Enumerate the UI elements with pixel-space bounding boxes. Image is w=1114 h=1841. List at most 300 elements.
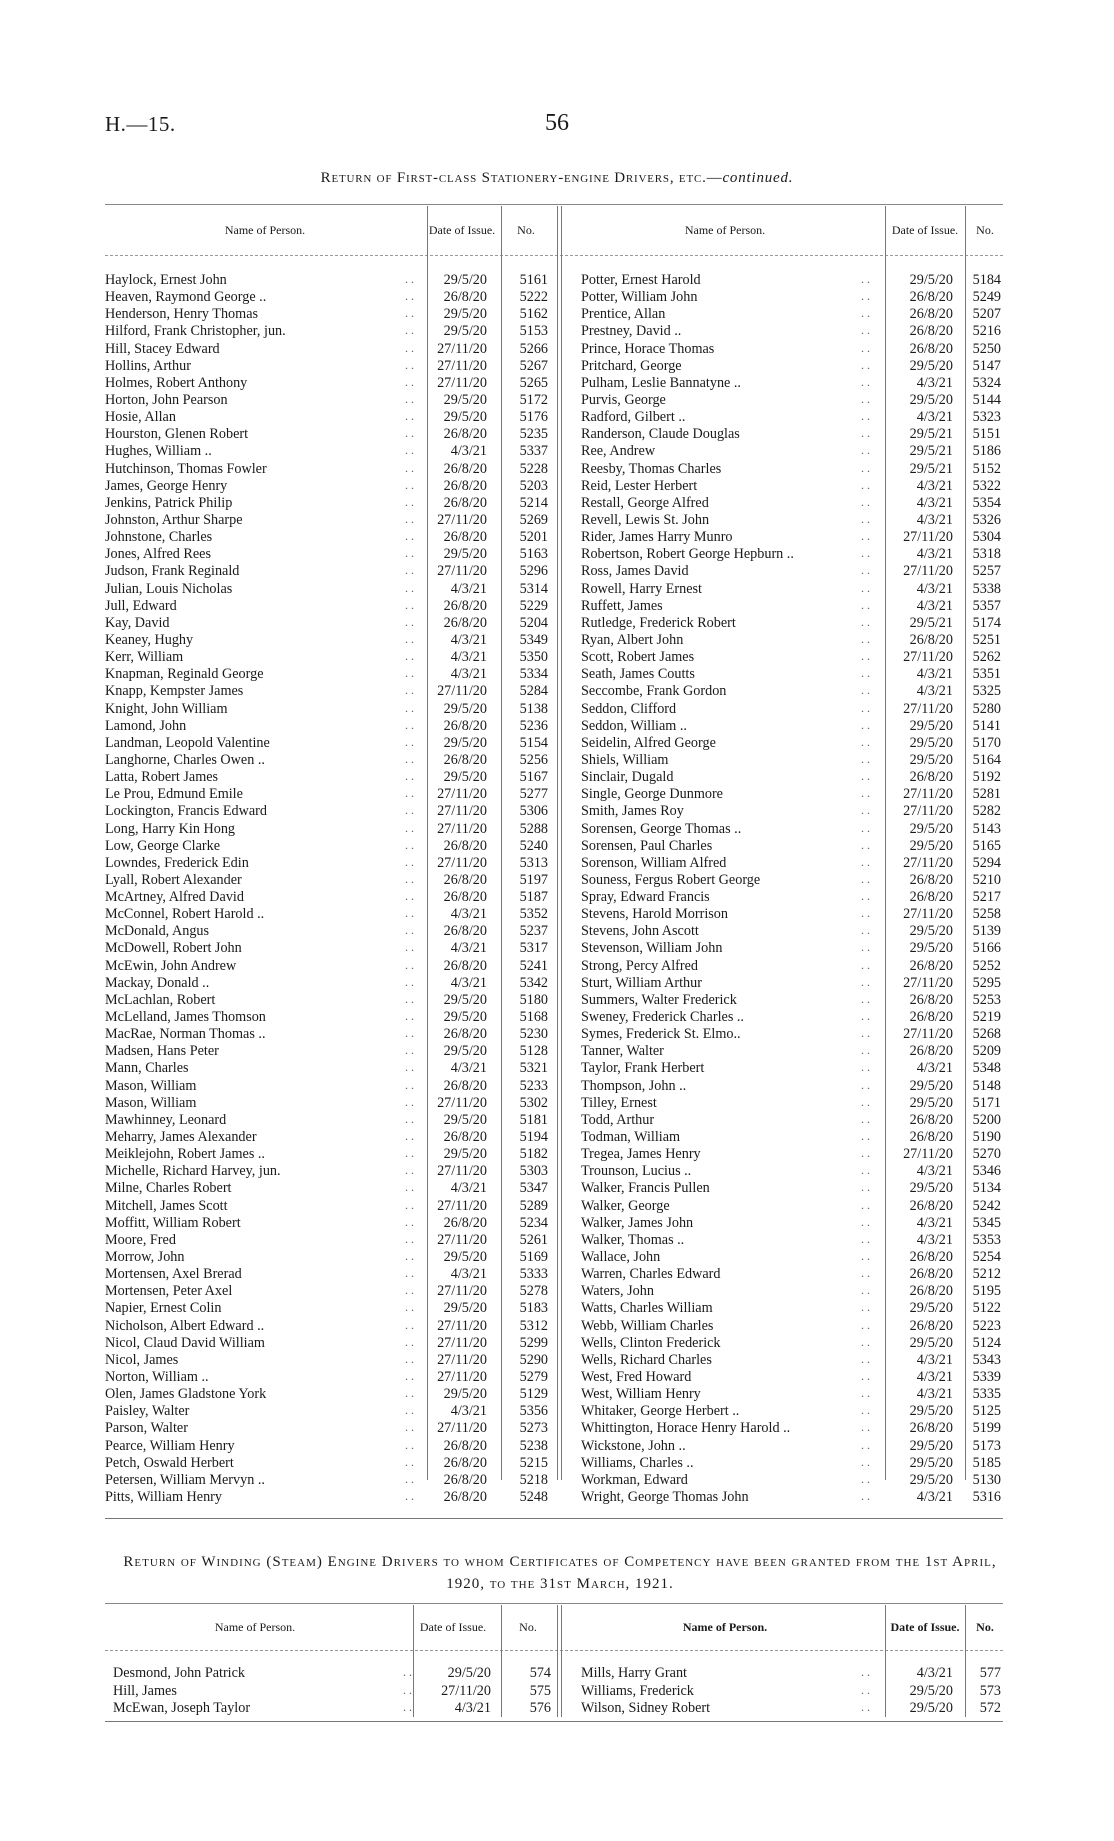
leader-dots: . .: [405, 563, 414, 578]
person-name: Hosie, Allan: [105, 409, 176, 426]
leader-dots: . .: [405, 1249, 414, 1264]
table-row: [105, 632, 557, 649]
table-row: [581, 341, 1003, 358]
certificate-number: 5304: [972, 529, 1001, 546]
table-row: [581, 1249, 1003, 1266]
person-name: Sweney, Frederick Charles ..: [581, 1009, 744, 1026]
table-row: [581, 1438, 1003, 1455]
issue-date: 29/5/20: [909, 1471, 953, 1488]
leader-dots: . .: [405, 1146, 414, 1161]
issue-date: 26/8/20: [909, 1266, 953, 1283]
leader-dots: . .: [861, 991, 870, 1006]
table-row: [581, 923, 1003, 940]
certificate-number: 5265: [519, 374, 548, 391]
issue-date: 26/8/20: [909, 871, 953, 888]
leader-dots: . .: [405, 1488, 414, 1503]
leader-dots: . .: [405, 991, 414, 1006]
issue-date: 4/3/21: [916, 409, 953, 426]
table-row: [105, 1009, 557, 1026]
issue-date: 29/5/20: [909, 923, 953, 940]
table-row: [581, 1146, 1003, 1163]
page-reference: H.—15.: [105, 112, 176, 136]
person-name: Judson, Frank Reginald: [105, 563, 240, 580]
leader-dots: . .: [861, 631, 870, 646]
table-row: [105, 1472, 557, 1489]
person-name: Whitaker, George Herbert ..: [581, 1403, 740, 1420]
table-row: [581, 306, 1003, 323]
table-row: [105, 838, 557, 855]
person-name: Moore, Fred: [105, 1231, 176, 1248]
table-row: [581, 701, 1003, 718]
leader-dots: . .: [861, 546, 870, 561]
certificate-number: 5313: [519, 854, 548, 871]
issue-date: 26/8/20: [909, 631, 953, 648]
issue-date: 26/8/20: [443, 717, 487, 734]
leader-dots: . .: [405, 1369, 414, 1383]
table-row: [105, 992, 557, 1009]
stationery-drivers-table: [105, 204, 1003, 1505]
leader-dots: . .: [405, 1026, 414, 1041]
certificate-number: 577: [979, 1665, 1001, 1681]
issue-date: 4/3/21: [450, 906, 487, 923]
leader-dots: . .: [861, 1488, 870, 1503]
table-row: [581, 975, 1003, 992]
certificate-number: 5356: [519, 1403, 548, 1420]
header-name-right: Name of Person.: [682, 1619, 768, 1634]
person-name: Mortensen, Peter Axel: [105, 1283, 233, 1300]
table-row: [581, 1215, 1003, 1232]
table-row: [113, 1700, 557, 1718]
issue-date: 29/5/20: [909, 1700, 953, 1716]
person-name: Seddon, William ..: [581, 717, 687, 734]
issue-date: 26/8/20: [443, 889, 487, 906]
person-name: Haylock, Ernest John: [105, 272, 227, 288]
person-name: Williams, Charles ..: [581, 1454, 694, 1471]
leader-dots: . .: [405, 1334, 414, 1349]
leader-dots: . .: [405, 1060, 414, 1075]
issue-date: 29/5/20: [909, 1403, 953, 1420]
certificate-number: 5209: [972, 1043, 1001, 1060]
certificate-number: 5207: [972, 306, 1001, 323]
issue-date: 29/5/20: [443, 409, 487, 426]
issue-date: 27/11/20: [437, 683, 487, 700]
table-row: [105, 443, 557, 460]
leader-dots: . .: [861, 374, 870, 389]
leader-dots: . .: [861, 1129, 870, 1144]
leader-dots: . .: [861, 340, 870, 355]
leader-dots: . .: [405, 529, 414, 544]
person-name: Hilford, Frank Christopher, jun.: [105, 323, 286, 340]
issue-date: 26/8/20: [909, 1009, 953, 1026]
issue-date: 29/5/20: [447, 1665, 491, 1681]
certificate-number: 5204: [519, 614, 548, 631]
issue-date: 26/8/20: [443, 957, 487, 974]
certificate-number: 5138: [519, 700, 548, 717]
certificate-number: 5183: [519, 1300, 548, 1317]
person-name: Todman, William: [581, 1129, 681, 1146]
issue-date: 27/11/20: [437, 1334, 487, 1351]
leader-dots: . .: [405, 1111, 414, 1126]
col-divider: [557, 1605, 558, 1717]
issue-date: 26/8/20: [909, 289, 953, 306]
person-name: Waters, John: [581, 1283, 654, 1300]
table-row: [581, 958, 1003, 975]
table-row: [105, 1043, 557, 1060]
person-name: Tanner, Walter: [581, 1043, 664, 1060]
certificate-number: 5187: [519, 889, 548, 906]
person-name: Whittington, Horace Henry Harold ..: [581, 1420, 791, 1437]
certificate-number: 5256: [519, 751, 548, 768]
certificate-number: 5144: [972, 391, 1001, 408]
leader-dots: . .: [861, 1026, 870, 1041]
person-name: Summers, Walter Frederick: [581, 991, 737, 1008]
certificate-number: 5325: [972, 683, 1001, 700]
person-name: Sorenson, William Alfred: [581, 854, 727, 871]
table-row: [581, 495, 1003, 512]
table-row: [581, 1129, 1003, 1146]
issue-date: 26/8/20: [909, 306, 953, 323]
issue-date: 27/11/20: [903, 649, 953, 666]
issue-date: 29/5/20: [909, 820, 953, 837]
person-name: Sorensen, Paul Charles: [581, 837, 713, 854]
table-row: [105, 923, 557, 940]
issue-date: 26/8/20: [443, 1471, 487, 1488]
certificate-number: 5216: [972, 323, 1001, 340]
person-name: Lockington, Francis Edward: [105, 803, 267, 820]
issue-date: 27/11/20: [903, 803, 953, 820]
header-date-right: Date of Issue.: [891, 222, 959, 237]
certificate-number: 5165: [972, 837, 1001, 854]
issue-date: 27/11/20: [437, 1197, 487, 1214]
certificate-number: 5282: [972, 803, 1001, 820]
person-name: Hourston, Glenen Robert: [105, 426, 249, 443]
person-name: Landman, Leopold Valentine: [105, 734, 270, 751]
certificate-number: 5337: [519, 443, 548, 460]
leader-dots: . .: [405, 803, 414, 818]
person-name: Mills, Harry Grant: [581, 1665, 687, 1681]
certificate-number: 5302: [519, 1094, 548, 1111]
person-name: Tilley, Ernest: [581, 1094, 657, 1111]
table-row: [581, 683, 1003, 700]
table-row: [581, 358, 1003, 375]
leader-dots: . .: [405, 1471, 414, 1486]
table-row: [581, 392, 1003, 409]
issue-date: 29/5/20: [909, 1334, 953, 1351]
leader-dots: . .: [405, 494, 414, 509]
issue-date: 26/8/20: [909, 323, 953, 340]
person-name: Pulham, Leslie Bannatyne ..: [581, 374, 741, 391]
leader-dots: . .: [405, 477, 414, 492]
table-row: [105, 1455, 557, 1472]
person-name: Warren, Charles Edward: [581, 1266, 721, 1283]
certificate-number: 5273: [519, 1420, 548, 1437]
issue-date: 29/5/20: [443, 1146, 487, 1163]
certificate-number: 5242: [972, 1197, 1001, 1214]
leader-dots: . .: [861, 1471, 870, 1486]
issue-date: 26/8/20: [443, 614, 487, 631]
table-row: [105, 906, 557, 923]
leader-dots: . .: [405, 289, 414, 304]
leader-dots: . .: [405, 940, 414, 955]
person-name: Madsen, Hans Peter: [105, 1043, 219, 1060]
table-row: [581, 1369, 1003, 1386]
leader-dots: . .: [861, 1454, 870, 1469]
leader-dots: . .: [405, 1403, 414, 1418]
issue-date: 27/11/20: [903, 854, 953, 871]
person-name: Henderson, Henry Thomas: [105, 306, 259, 323]
table-row: [581, 1026, 1003, 1043]
person-name: Horton, John Pearson: [105, 391, 228, 408]
person-name: Milne, Charles Robert: [105, 1180, 232, 1197]
table-row: [105, 786, 557, 803]
section-rule: [105, 1518, 1003, 1519]
table-row: [105, 272, 557, 289]
certificate-number: 5163: [519, 546, 548, 563]
leader-dots: . .: [403, 1700, 412, 1714]
leader-dots: . .: [861, 1266, 870, 1281]
leader-dots: . .: [861, 1094, 870, 1109]
certificate-number: 5219: [972, 1009, 1001, 1026]
issue-date: 27/11/20: [437, 374, 487, 391]
leader-dots: . .: [861, 1146, 870, 1161]
leader-dots: . .: [861, 1111, 870, 1126]
table-row: [105, 512, 557, 529]
issue-date: 27/11/20: [441, 1682, 491, 1699]
person-name: Stevens, Harold Morrison: [581, 906, 728, 923]
certificate-number: 5185: [972, 1454, 1001, 1471]
certificate-number: 5186: [972, 443, 1001, 460]
leader-dots: . .: [861, 786, 870, 801]
leader-dots: . .: [405, 734, 414, 749]
certificate-number: 5125: [972, 1403, 1001, 1420]
table-row: [105, 940, 557, 957]
person-name: MacRae, Norman Thomas ..: [105, 1026, 266, 1043]
issue-date: 26/8/20: [909, 889, 953, 906]
leader-dots: . .: [405, 460, 414, 475]
leader-dots: . .: [861, 460, 870, 475]
issue-date: 29/5/20: [909, 734, 953, 751]
issue-date: 26/8/20: [909, 769, 953, 786]
issue-date: 27/11/20: [437, 1351, 487, 1368]
person-name: Lamond, John: [105, 717, 187, 734]
person-name: Todd, Arthur: [581, 1111, 655, 1128]
table-row: [581, 718, 1003, 735]
certificate-number: 5318: [972, 546, 1001, 563]
person-name: Petersen, William Mervyn ..: [105, 1471, 265, 1488]
leader-dots: . .: [861, 580, 870, 595]
certificate-number: 5167: [519, 769, 548, 786]
certificate-number: 5323: [972, 409, 1001, 426]
issue-date: 27/11/20: [903, 1146, 953, 1163]
certificate-number: 5236: [519, 717, 548, 734]
person-name: Rowell, Harry Ernest: [581, 580, 702, 597]
table-row: [581, 478, 1003, 495]
leader-dots: . .: [861, 700, 870, 715]
person-name: Sorensen, George Thomas ..: [581, 820, 742, 837]
person-name: Ross, James David: [581, 563, 689, 580]
issue-date: 27/11/20: [437, 340, 487, 357]
leader-dots: . .: [861, 1163, 870, 1178]
table-row: [581, 872, 1003, 889]
certificate-number: 5139: [972, 923, 1001, 940]
leader-dots: . .: [861, 409, 870, 424]
table-row: [105, 358, 557, 375]
person-name: Sturt, William Arthur: [581, 974, 702, 991]
issue-date: 27/11/20: [437, 1369, 487, 1385]
issue-date: 26/8/20: [443, 923, 487, 940]
certificate-number: 5261: [519, 1231, 548, 1248]
issue-date: 29/5/20: [909, 357, 953, 374]
issue-date: 29/5/20: [443, 1111, 487, 1128]
issue-date: 4/3/21: [450, 1266, 487, 1283]
leader-dots: . .: [861, 1437, 870, 1452]
issue-date: 26/8/20: [443, 1214, 487, 1231]
issue-date: 27/11/20: [437, 563, 487, 580]
certificate-number: 5234: [519, 1214, 548, 1231]
table-row: [581, 1060, 1003, 1077]
leader-dots: . .: [861, 683, 870, 698]
table-row: [105, 1232, 557, 1249]
certificate-number: 5171: [972, 1094, 1001, 1111]
leader-dots: . .: [405, 820, 414, 835]
leader-dots: . .: [405, 374, 414, 389]
person-name: Ruffett, James: [581, 597, 663, 614]
issue-date: 29/5/21: [909, 443, 953, 460]
table-row: [105, 306, 557, 323]
certificate-number: 5258: [972, 906, 1001, 923]
issue-date: 4/3/21: [916, 666, 953, 683]
person-name: Mawhinney, Leonard: [105, 1111, 227, 1128]
issue-date: 27/11/20: [903, 529, 953, 546]
leader-dots: . .: [405, 889, 414, 904]
page-number: 56: [545, 110, 569, 136]
leader-dots: . .: [405, 1009, 414, 1024]
person-name: Long, Harry Kin Hong: [105, 820, 236, 837]
table-row: [581, 581, 1003, 598]
certificate-number: 5203: [519, 477, 548, 494]
certificate-number: 5130: [972, 1471, 1001, 1488]
bottom-rule: [105, 1721, 1003, 1722]
person-name: Paisley, Walter: [105, 1403, 190, 1420]
certificate-number: 5212: [972, 1266, 1001, 1283]
certificate-number: 5172: [519, 391, 548, 408]
table-row: [105, 1129, 557, 1146]
table-row: [581, 855, 1003, 872]
table-row: [105, 375, 557, 392]
issue-date: 26/8/20: [443, 494, 487, 511]
issue-date: 27/11/20: [437, 1094, 487, 1111]
leader-dots: . .: [403, 1682, 412, 1697]
header-no-left: No.: [517, 222, 535, 237]
leader-dots: . .: [405, 1300, 414, 1315]
table-row: [105, 461, 557, 478]
table-row: [105, 1300, 557, 1317]
certificate-number: 5317: [519, 940, 548, 957]
table-row: [105, 495, 557, 512]
certificate-number: 5266: [519, 340, 548, 357]
person-name: Meiklejohn, Robert James ..: [105, 1146, 265, 1163]
certificate-number: 5181: [519, 1111, 548, 1128]
leader-dots: . .: [861, 1231, 870, 1246]
table-row: [105, 546, 557, 563]
certificate-number: 5257: [972, 563, 1001, 580]
leader-dots: . .: [861, 974, 870, 989]
table-row: [105, 615, 557, 632]
leader-dots: . .: [861, 803, 870, 818]
issue-date: 29/5/20: [443, 734, 487, 751]
person-name: Lowndes, Frederick Edin: [105, 854, 249, 871]
issue-date: 29/5/20: [909, 1180, 953, 1197]
issue-date: 4/3/21: [916, 546, 953, 563]
person-name: Norton, William ..: [105, 1369, 209, 1385]
leader-dots: . .: [405, 1163, 414, 1178]
person-name: Wright, George Thomas John: [581, 1488, 749, 1505]
certificate-number: 5279: [519, 1369, 548, 1385]
leader-dots: . .: [405, 340, 414, 355]
certificate-number: 5134: [972, 1180, 1001, 1197]
certificate-number: 5180: [519, 991, 548, 1008]
certificate-number: 5240: [519, 837, 548, 854]
table-row: [581, 1300, 1003, 1317]
table-row: [581, 1112, 1003, 1129]
issue-date: 26/8/20: [909, 1317, 953, 1334]
person-name: Heaven, Raymond George ..: [105, 289, 267, 306]
leader-dots: . .: [861, 597, 870, 612]
table-row: [105, 821, 557, 838]
person-name: Nicholson, Albert Edward ..: [105, 1317, 265, 1334]
issue-date: 26/8/20: [909, 991, 953, 1008]
leader-dots: . .: [861, 1317, 870, 1332]
person-name: McEwan, Joseph Taylor: [113, 1700, 251, 1716]
person-name: McConnel, Robert Harold ..: [105, 906, 265, 923]
leader-dots: . .: [405, 1077, 414, 1092]
issue-date: 4/3/21: [916, 1163, 953, 1180]
leader-dots: . .: [405, 786, 414, 801]
table-row: [105, 649, 557, 666]
table2-header: [105, 1603, 1003, 1651]
issue-date: 26/8/20: [443, 1129, 487, 1146]
issue-date: 29/5/20: [909, 1682, 953, 1699]
leader-dots: . .: [405, 511, 414, 526]
issue-date: 26/8/20: [909, 1043, 953, 1060]
certificate-number: 5338: [972, 580, 1001, 597]
certificate-number: 5194: [519, 1129, 548, 1146]
issue-date: 29/5/20: [909, 717, 953, 734]
header-date-left: Date of Issue.: [419, 1619, 487, 1634]
issue-date: 4/3/21: [450, 974, 487, 991]
person-name: Symes, Frederick St. Elmo..: [581, 1026, 741, 1043]
certificate-number: 5222: [519, 289, 548, 306]
leader-dots: . .: [861, 1420, 870, 1435]
table-row: [105, 426, 557, 443]
leader-dots: . .: [405, 1129, 414, 1144]
certificate-number: 5217: [972, 889, 1001, 906]
issue-date: 27/11/20: [903, 1026, 953, 1043]
person-name: Potter, Ernest Harold: [581, 272, 701, 288]
person-name: Rider, James Harry Munro: [581, 529, 733, 546]
leader-dots: . .: [405, 546, 414, 561]
leader-dots: . .: [405, 1231, 414, 1246]
certificate-number: 5281: [972, 786, 1001, 803]
leader-dots: . .: [861, 391, 870, 406]
issue-date: 4/3/21: [916, 597, 953, 614]
table2-right-column: [581, 1665, 1003, 1718]
table-row: [113, 1683, 557, 1701]
table-row: [105, 1266, 557, 1283]
leader-dots: . .: [405, 1351, 414, 1366]
table-row: [581, 375, 1003, 392]
certificate-number: 5278: [519, 1283, 548, 1300]
